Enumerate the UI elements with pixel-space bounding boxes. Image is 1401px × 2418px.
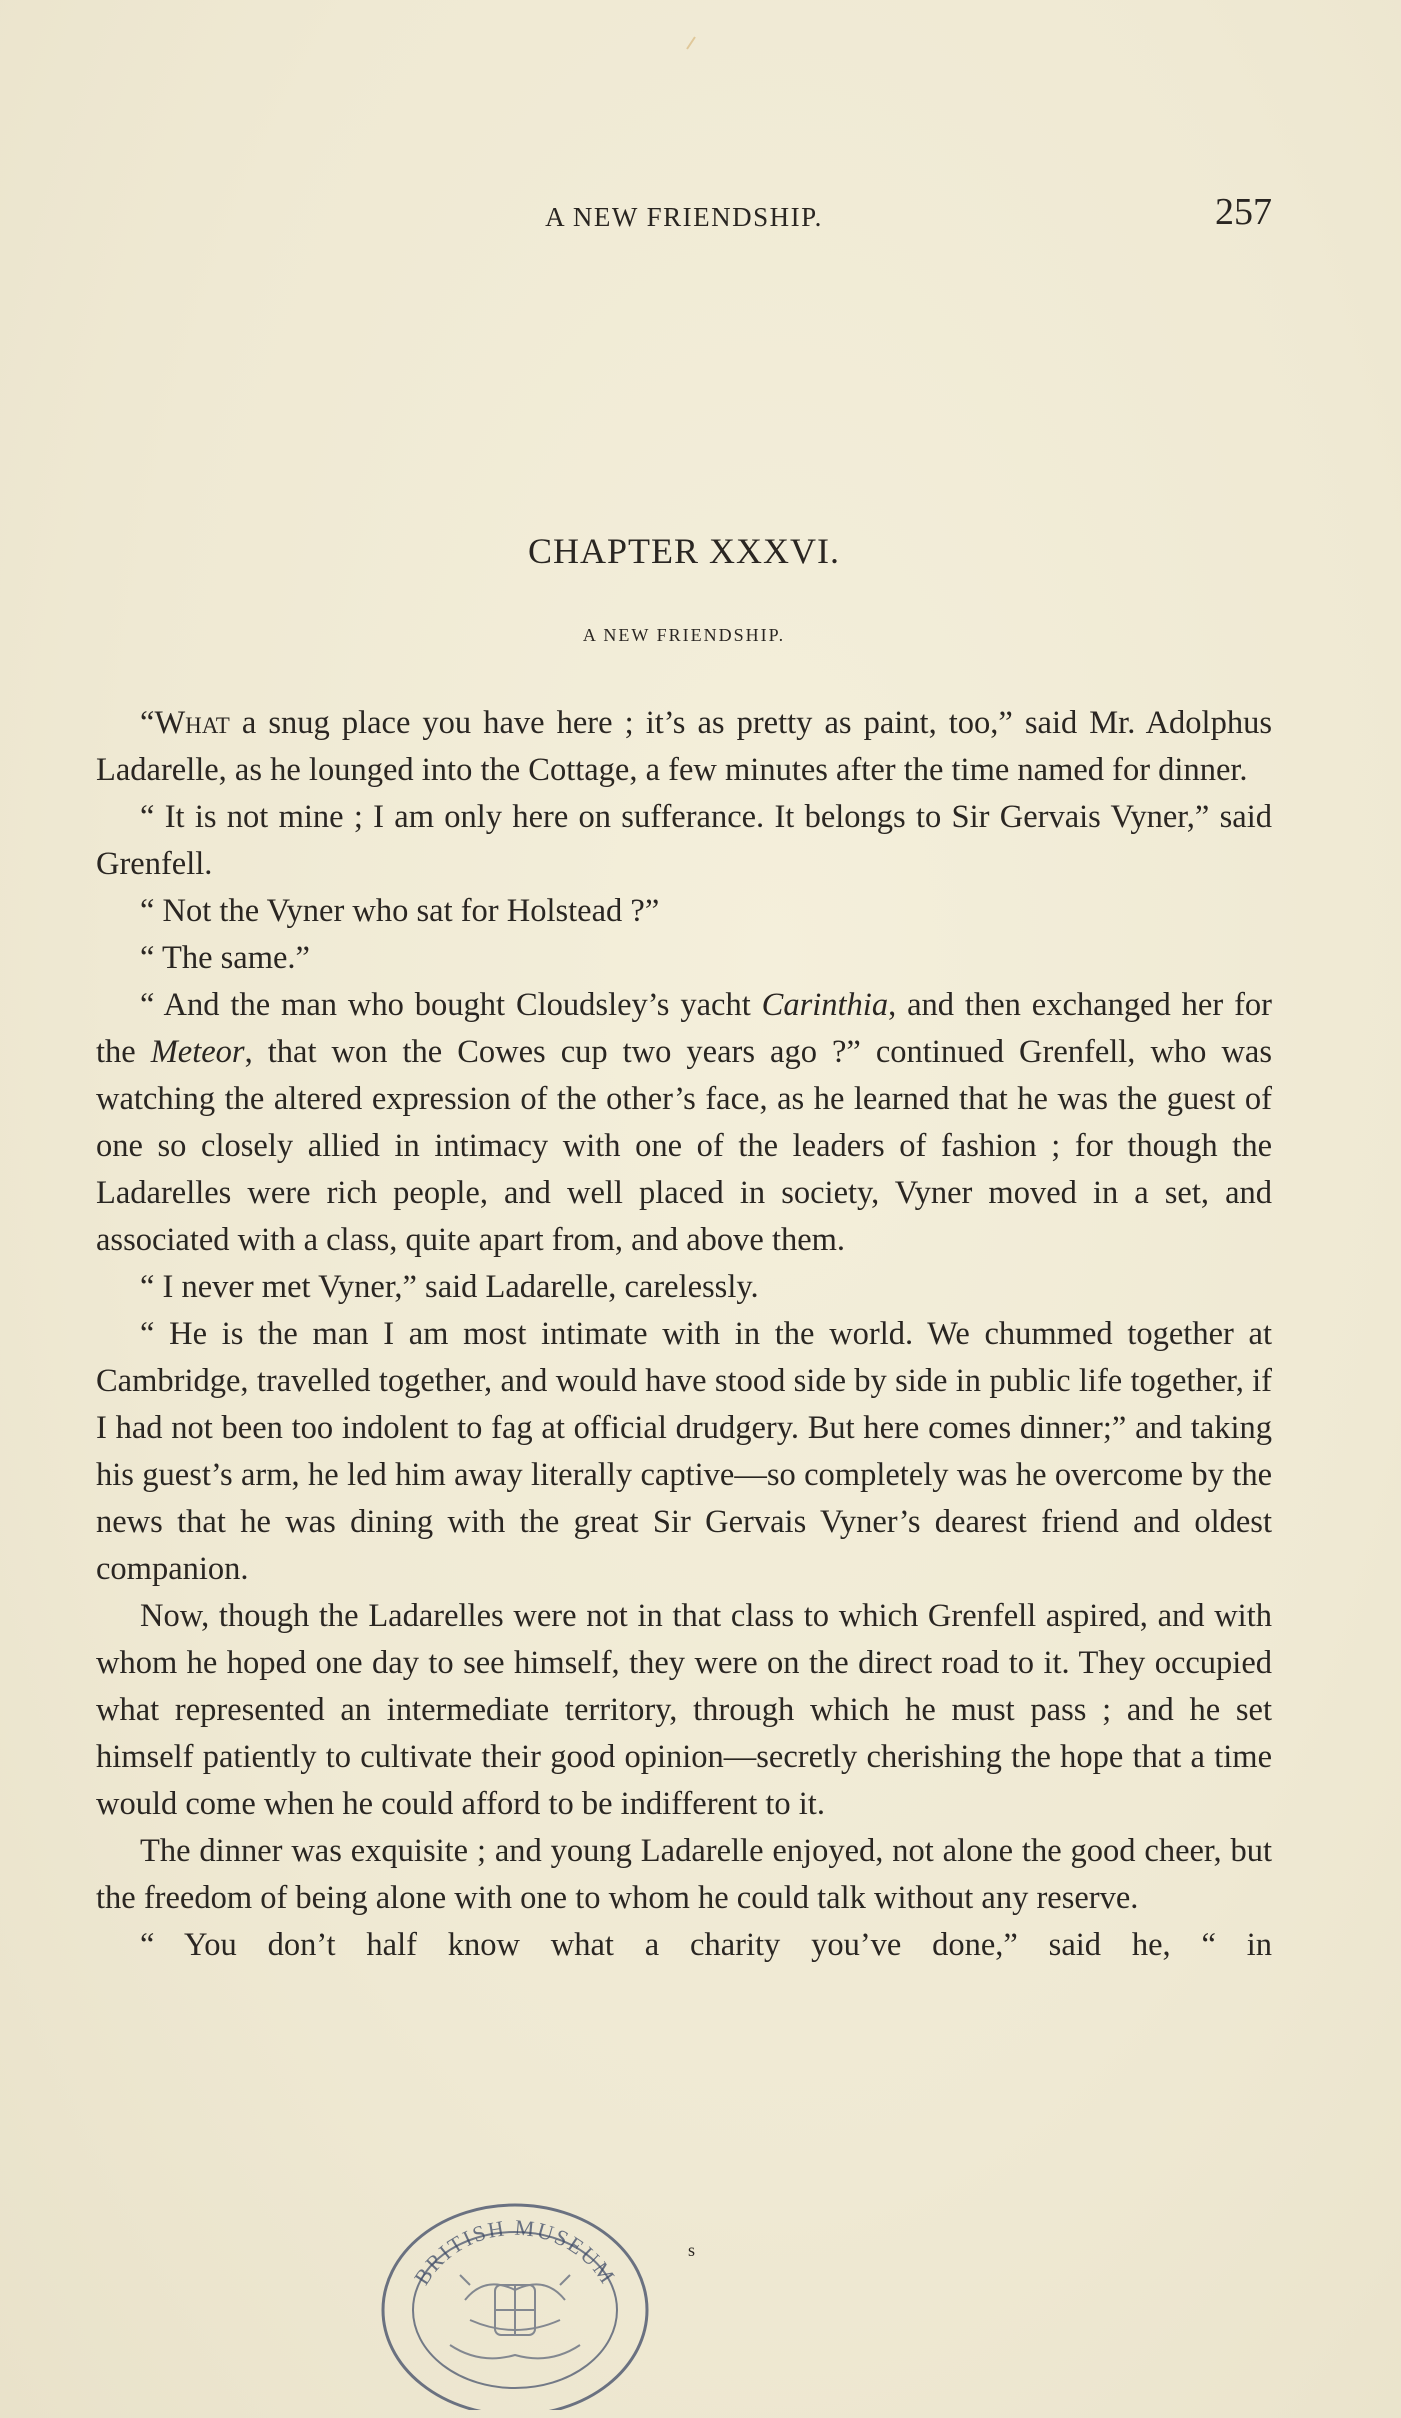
library-stamp [370,2180,660,2410]
paragraph-text: a snug place you have here ; it’s as pretty as paint, too,” said Mr. Adolphus Ladarelle, as he lounged into the Cottage, a few minutes after the time named for dinner. [96,705,1272,788]
svg-text:BRITISH MUSEUM [409,2215,621,2290]
italic-text: Carinthia [761,987,889,1023]
paragraph: “ He is the man I am most intimate with in the world. We chummed together at Cambridge, travelled together, and would have stood side by side in public life together, if I had not been too indolent to fag at official drudgery. But here comes dinner;” and taking his guest’s arm, he led him away literally captive—so completely was he overcome by the news that he was dining with the great Sir Gervais Vyner’s dearest friend and oldest companion. [96,1316,1272,1587]
signature-mark: s [688,2240,696,2260]
paragraph: “ Not the Vyner who sat for Holstead ?” [140,893,660,929]
paragraph-text: , and then exchanged her for the [96,987,1272,1070]
paragraph: “ It is not mine ; I am only here on sufferance. It belongs to Sir Gervais Vyner,” said Grenfell. [96,799,1272,882]
paragraph [96,700,1272,794]
paragraph: “ You don’t half know what a charity you’ve done,” said he, “ in [140,1927,1272,1963]
chapter-subtitle: A NEW FRIENDSHIP. [582,625,786,645]
paragraph: Now, though the Ladarelles were not in that class to which Grenfell aspired, and with whom he hoped one day to see himself, they were on the direct road to it. They occupied what represented an intermediate territory, through which he must pass ; and he set himself patiently to cultivate their good opinion—secretly cherishing the hope that a time would come when he could afford to be indifferent to it. [96,1598,1272,1822]
paper-mark [685,35,697,51]
paragraph: “ I never met Vyner,” said Ladarelle, carelessly. [140,1269,759,1305]
stamp-graphic [370,2180,660,2410]
opening-quote: “ [140,705,155,741]
running-head [96,190,1272,236]
lead-word: What [154,705,230,741]
paragraph-text: “ And the man who bought Cloudsley’s yacht [140,987,762,1023]
chapter-title: CHAPTER XXXVI. [527,531,840,571]
body-text [96,700,1272,1969]
paragraph [96,982,1272,1264]
paragraph-text: , that won the Cowes cup two years ago ?” continued Grenfell, who was watching the altered expression of the other’s face, as he learned that he was the guest of one so closely allied in intimacy with one of the leaders of fashion ; for though the Ladarelles were rich people, and well placed in society, Vyner moved in a set, and associated with a class, quite apart from, and above them. [96,1034,1272,1258]
italic-text: Meteor [150,1034,245,1070]
page-number: 257 [1215,191,1272,233]
paragraph: “ The same.” [140,940,310,976]
paragraph: The dinner was exquisite ; and young Ladarelle enjoyed, not alone the good cheer, but the freedom of being alone with one to whom he could talk without any reserve. [96,1833,1272,1916]
running-title: A NEW FRIENDSHIP. [545,202,823,232]
stamp-text: BRITISH MUSEUM [408,2214,621,2290]
